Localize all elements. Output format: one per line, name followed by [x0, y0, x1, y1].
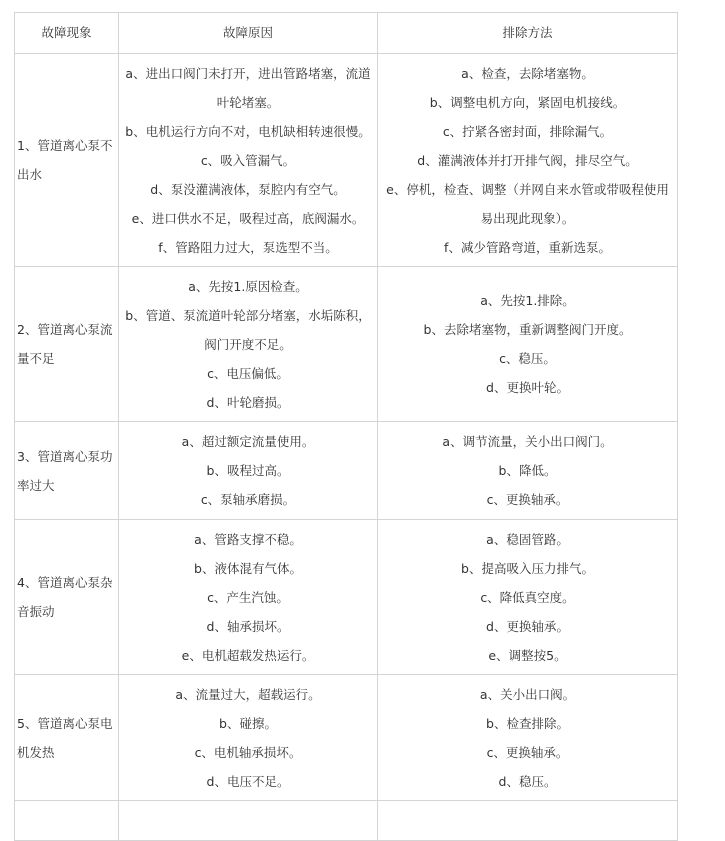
table-row: [15, 675, 678, 801]
remedy-item: e、停机，检查、调整（并网自来水管或带吸程使用易出现此现象）。: [386, 181, 669, 226]
remedy-item: a、检查，去除堵塞物。: [461, 65, 594, 81]
phenomenon-cell: 1、管道离心泵不出水: [15, 54, 119, 267]
cause-item: a、进出口阀门未打开，进出管路堵塞，流道叶轮堵塞。: [125, 65, 371, 110]
remedy-item: b、提高吸入压力排气。: [461, 560, 594, 576]
header-cause: 故障原因: [119, 13, 378, 54]
phenomenon-cell: 3、管道离心泵功率过大: [15, 422, 119, 520]
cause-item: b、电机运行方向不对，电机缺相转速很慢。: [125, 123, 371, 139]
phenomenon-cell: [15, 801, 119, 841]
cause-item: b、吸程过高。: [206, 463, 290, 478]
cause-item: d、电压不足。: [206, 773, 290, 789]
header-phenomenon: 故障现象: [15, 13, 119, 54]
remedy-item: b、检查排除。: [486, 715, 569, 731]
remedy-cell: [378, 422, 678, 520]
remedy-cell: [378, 520, 678, 675]
remedy-item: a、稳固管路。: [486, 531, 569, 547]
cause-item: e、电机超载发热运行。: [181, 647, 315, 663]
table-row: [15, 54, 678, 267]
table-header: [15, 13, 678, 54]
cause-item: f、管路阻力过大，泵选型不当。: [158, 239, 338, 255]
remedy-cell: [378, 801, 678, 841]
cause-item: a、管路支撑不稳。: [194, 531, 302, 547]
remedy-item: c、稳压。: [499, 351, 556, 366]
cause-item: d、泵没灌满液体，泵腔内有空气。: [150, 181, 346, 197]
remedy-item: b、降低。: [498, 463, 557, 478]
remedy-item: d、灌满液体并打开排气阀，排尽空气。: [417, 152, 638, 168]
cause-cell: [119, 801, 378, 841]
cause-cell: [119, 54, 378, 267]
cause-item: e、进口供水不足，吸程过高，底阀漏水。: [131, 210, 365, 226]
table-row: [15, 422, 678, 520]
cause-item: a、流量过大，超载运行。: [175, 686, 321, 702]
troubleshooting-table: [14, 12, 678, 841]
remedy-cell: [378, 54, 678, 267]
remedy-item: c、更换轴承。: [486, 744, 569, 760]
remedy-item: f、减少管路弯道，重新选泵。: [444, 239, 611, 255]
table-row: [15, 520, 678, 675]
phenomenon-cell: 4、管道离心泵杂音振动: [15, 520, 119, 675]
cause-cell: [119, 422, 378, 520]
remedy-item: c、拧紧各密封面，排除漏气。: [442, 123, 613, 139]
table-row: [15, 267, 678, 422]
remedy-item: a、调节流量，关小出口阀门。: [442, 434, 613, 449]
remedy-item: b、调整电机方向，紧固电机接线。: [429, 94, 626, 110]
phenomenon-cell: 5、管道离心泵电机发热: [15, 675, 119, 801]
phenomenon-cell: 2、管道离心泵流量不足: [15, 267, 119, 422]
cause-cell: [119, 675, 378, 801]
remedy-item: e、调整按5。: [488, 647, 567, 663]
cause-item: c、吸入管漏气。: [200, 152, 296, 168]
cause-item: d、叶轮磨损。: [206, 394, 290, 410]
remedy-item: b、去除堵塞物，重新调整阀门开度。: [423, 322, 632, 337]
cause-item: c、泵轴承磨损。: [200, 492, 296, 507]
remedy-cell: [378, 267, 678, 422]
remedy-cell: [378, 675, 678, 801]
header-remedy: 排除方法: [378, 13, 678, 54]
table-row-partial: [15, 801, 678, 841]
cause-item: a、超过额定流量使用。: [181, 434, 315, 449]
remedy-item: c、降低真空度。: [480, 589, 575, 605]
cause-item: c、产生汽蚀。: [207, 589, 289, 605]
cause-item: b、碰擦。: [219, 715, 277, 731]
cause-cell: [119, 520, 378, 675]
remedy-item: c、更换轴承。: [486, 492, 569, 507]
cause-item: c、电机轴承损坏。: [194, 744, 302, 760]
cause-item: b、管道、泵流道叶轮部分堵塞，水垢陈积，阀门开度不足。: [125, 307, 371, 352]
cause-cell: [119, 267, 378, 422]
cause-item: b、液体混有气体。: [194, 560, 302, 576]
remedy-item: d、更换轴承。: [486, 618, 569, 634]
remedy-item: a、关小出口阀。: [479, 686, 576, 702]
table-body: [15, 54, 678, 841]
header-row: [15, 13, 678, 54]
remedy-item: d、更换叶轮。: [486, 380, 569, 395]
remedy-item: d、稳压。: [498, 773, 557, 789]
cause-item: d、轴承损坏。: [206, 618, 290, 634]
cause-item: c、电压偏低。: [207, 365, 289, 381]
remedy-item: a、先按1.排除。: [480, 293, 575, 308]
cause-item: a、先按1.原因检查。: [188, 278, 308, 294]
